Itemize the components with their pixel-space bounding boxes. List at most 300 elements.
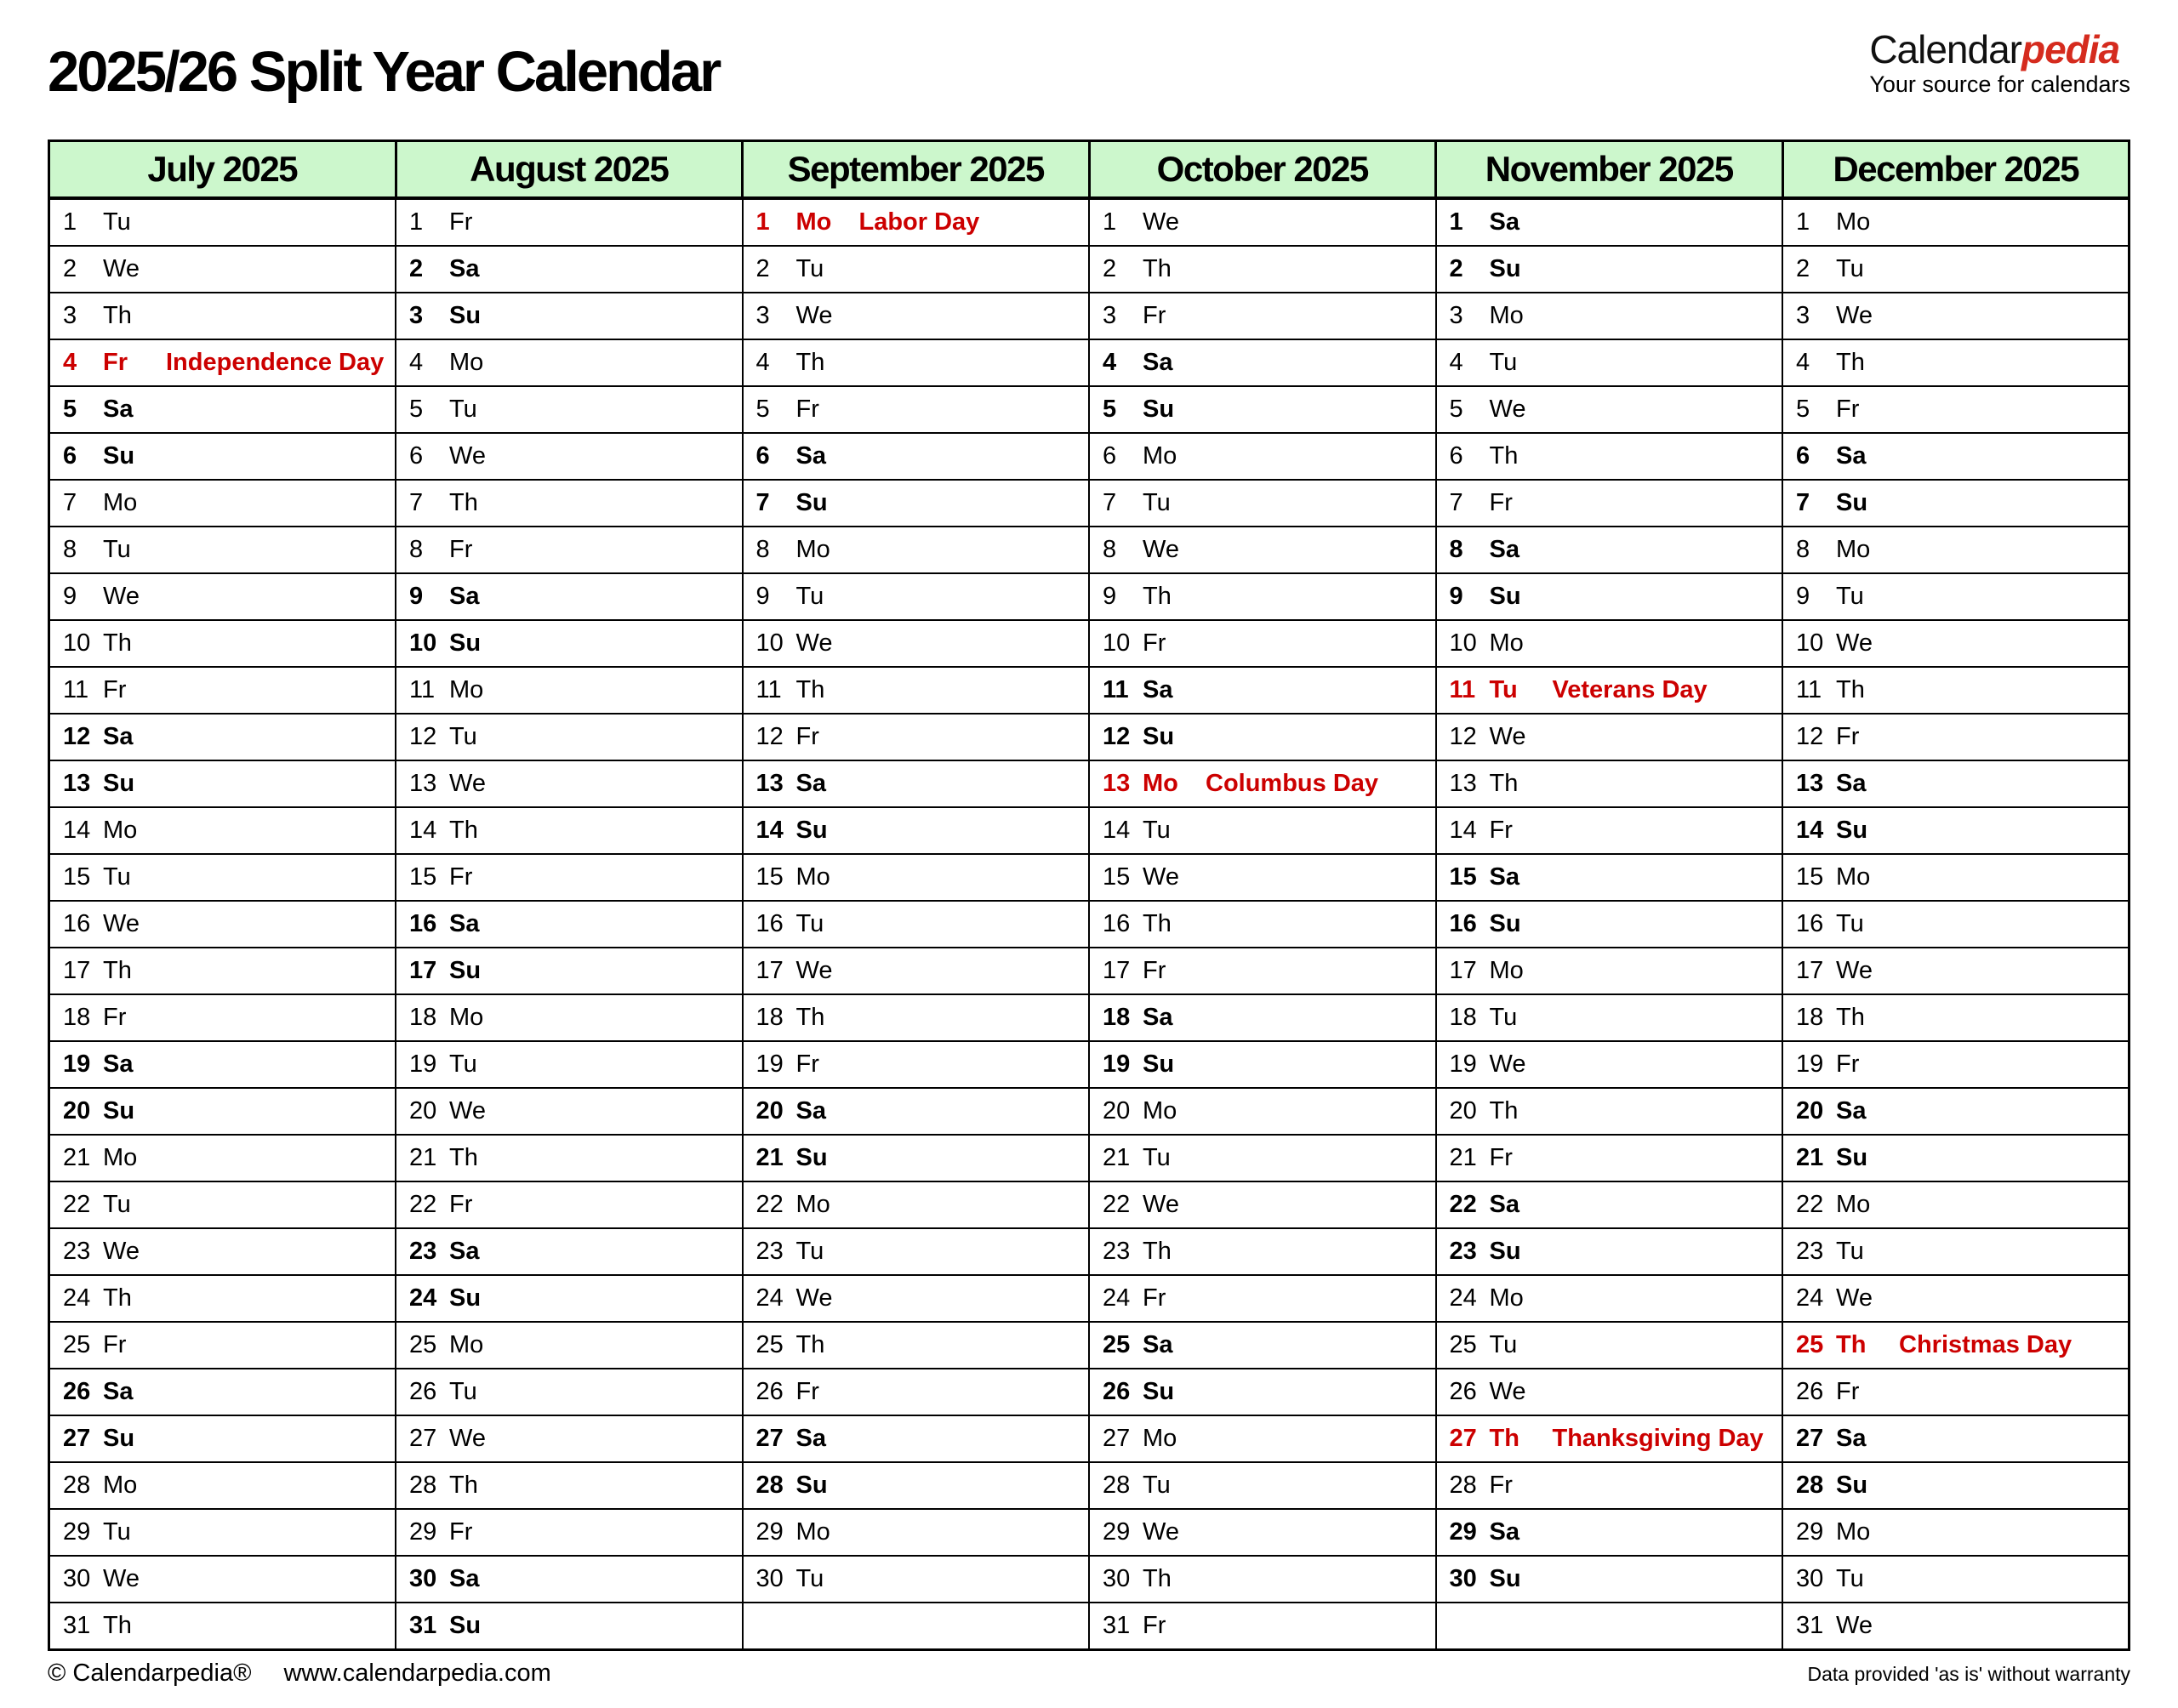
weekday-abbr: Mo <box>795 1518 830 1546</box>
day-cell <box>1089 948 1436 994</box>
weekday-abbr: Sa <box>103 1378 134 1405</box>
weekday-abbr: Fr <box>449 863 473 891</box>
weekday-abbr: Mo <box>449 676 484 703</box>
day-number: 24 <box>63 1284 91 1312</box>
weekday-abbr: Su <box>795 489 828 516</box>
weekday-abbr: Mo <box>795 1191 830 1218</box>
weekday-abbr: Sa <box>1836 1425 1867 1452</box>
weekday-abbr: Th <box>1143 910 1172 937</box>
day-cell <box>743 433 1090 480</box>
weekday-abbr: Th <box>1836 1331 1867 1358</box>
day-row <box>49 1509 2130 1556</box>
brand-wordmark-red: pedia <box>2021 27 2120 71</box>
day-cell <box>743 1509 1090 1556</box>
calendar-table-head <box>49 141 2130 199</box>
day-number: 18 <box>1796 1004 1824 1031</box>
weekday-abbr: We <box>795 1284 833 1312</box>
day-cell <box>1782 1415 2130 1462</box>
day-cell <box>1782 1228 2130 1275</box>
weekday-abbr: Th <box>1489 1097 1519 1124</box>
day-number: 29 <box>1796 1518 1824 1546</box>
day-number: 13 <box>63 770 91 797</box>
day-number: 2 <box>409 255 424 282</box>
day-cell <box>49 620 396 667</box>
weekday-abbr: Fr <box>103 349 128 376</box>
day-number: 21 <box>1103 1144 1131 1171</box>
day-cell <box>1089 339 1436 386</box>
footer-left <box>48 1660 551 1688</box>
day-cell <box>1782 714 2130 760</box>
footer <box>48 1660 2130 1688</box>
month-header: July 2025 <box>49 141 396 199</box>
weekday-abbr: We <box>1489 723 1526 750</box>
weekday-abbr: Tu <box>1143 817 1171 844</box>
day-number: 26 <box>1103 1378 1131 1405</box>
day-number: 25 <box>1449 1331 1477 1358</box>
day-number: 16 <box>1449 910 1477 937</box>
weekday-abbr: Su <box>795 1144 828 1171</box>
day-cell <box>743 386 1090 433</box>
day-row <box>49 386 2130 433</box>
day-number: 11 <box>63 676 89 703</box>
weekday-abbr: Th <box>795 676 825 703</box>
weekday-abbr: Fr <box>1143 1612 1166 1639</box>
weekday-abbr: Tu <box>449 1050 477 1078</box>
day-number: 18 <box>63 1004 91 1031</box>
day-cell <box>743 246 1090 293</box>
day-number: 11 <box>1796 676 1822 703</box>
day-number: 28 <box>1103 1472 1131 1499</box>
day-number: 15 <box>1796 863 1824 891</box>
day-cell <box>1089 1369 1436 1415</box>
day-cell <box>1782 901 2130 948</box>
day-cell <box>1436 1415 1783 1462</box>
day-number: 1 <box>755 208 770 236</box>
day-cell <box>1782 667 2130 714</box>
weekday-abbr: Fr <box>795 1378 819 1405</box>
day-cell <box>396 293 743 339</box>
day-number: 10 <box>1796 629 1824 657</box>
weekday-abbr: Su <box>449 302 482 329</box>
holiday-label: Christmas Day <box>1899 1331 2073 1358</box>
day-cell <box>1436 246 1783 293</box>
weekday-abbr: Su <box>1143 396 1175 423</box>
day-cell <box>1436 480 1783 527</box>
day-number: 27 <box>1796 1425 1824 1452</box>
weekday-abbr: Sa <box>449 583 480 610</box>
day-number: 9 <box>1103 583 1117 610</box>
day-number: 1 <box>63 208 77 236</box>
weekday-abbr: Sa <box>1143 1331 1173 1358</box>
day-cell <box>1089 386 1436 433</box>
day-row <box>49 1322 2130 1369</box>
day-cell <box>1436 994 1783 1041</box>
day-number: 20 <box>409 1097 437 1124</box>
weekday-abbr: Tu <box>1489 676 1518 703</box>
day-cell <box>1782 386 2130 433</box>
weekday-abbr: Fr <box>1836 1050 1860 1078</box>
day-number: 5 <box>1449 396 1463 423</box>
day-cell <box>1782 948 2130 994</box>
day-number: 15 <box>755 863 784 891</box>
day-row <box>49 246 2130 293</box>
day-number: 14 <box>63 817 91 844</box>
weekday-abbr: Th <box>1489 1425 1519 1452</box>
day-cell <box>396 901 743 948</box>
day-number: 25 <box>409 1331 437 1358</box>
day-cell <box>49 1228 396 1275</box>
day-cell <box>396 807 743 854</box>
weekday-abbr: Th <box>103 629 132 657</box>
weekday-abbr: Fr <box>795 396 819 423</box>
weekday-abbr: Sa <box>1836 442 1867 470</box>
weekday-abbr: Sa <box>449 1238 480 1265</box>
weekday-abbr: Tu <box>1143 1144 1171 1171</box>
day-number: 29 <box>1449 1518 1477 1546</box>
month-header: September 2025 <box>743 141 1090 199</box>
day-number: 17 <box>409 957 437 984</box>
day-cell <box>1436 667 1783 714</box>
day-cell <box>1436 386 1783 433</box>
weekday-abbr: We <box>1143 863 1179 891</box>
day-number: 17 <box>63 957 91 984</box>
day-number: 8 <box>1449 536 1463 563</box>
day-cell <box>396 714 743 760</box>
day-number: 19 <box>409 1050 437 1078</box>
day-number: 30 <box>755 1565 784 1592</box>
weekday-abbr: We <box>103 910 140 937</box>
day-number: 5 <box>755 396 770 423</box>
day-cell <box>396 667 743 714</box>
day-cell <box>396 1275 743 1322</box>
day-row <box>49 901 2130 948</box>
weekday-abbr: Sa <box>1489 536 1519 563</box>
weekday-abbr: Tu <box>103 863 131 891</box>
day-number: 7 <box>63 489 77 516</box>
day-cell <box>49 1088 396 1135</box>
weekday-abbr: Mo <box>1836 863 1871 891</box>
day-number: 12 <box>755 723 784 750</box>
day-number: 27 <box>1103 1425 1131 1452</box>
weekday-abbr: Mo <box>1489 1284 1524 1312</box>
day-cell <box>1782 1135 2130 1181</box>
day-number: 29 <box>1103 1518 1131 1546</box>
day-cell <box>743 901 1090 948</box>
day-number: 19 <box>755 1050 784 1078</box>
weekday-abbr: Fr <box>1489 489 1513 516</box>
footer-copyright: © Calendarpedia® <box>48 1660 252 1687</box>
weekday-abbr: We <box>1836 629 1873 657</box>
day-cell <box>1436 1041 1783 1088</box>
day-cell <box>1436 293 1783 339</box>
weekday-abbr: Mo <box>1836 208 1871 236</box>
day-cell <box>743 1181 1090 1228</box>
day-number: 21 <box>409 1144 437 1171</box>
weekday-abbr: Sa <box>449 910 480 937</box>
day-number: 3 <box>409 302 424 329</box>
day-number: 4 <box>1796 349 1810 376</box>
weekday-abbr: Su <box>795 1472 828 1499</box>
day-row <box>49 714 2130 760</box>
day-number: 25 <box>1103 1331 1131 1358</box>
weekday-abbr: We <box>1143 1191 1179 1218</box>
day-cell <box>396 1462 743 1509</box>
day-number: 30 <box>1449 1565 1477 1592</box>
weekday-abbr: Sa <box>103 723 134 750</box>
day-number: 4 <box>1449 349 1463 376</box>
day-number: 24 <box>1796 1284 1824 1312</box>
day-number: 21 <box>755 1144 784 1171</box>
weekday-abbr: We <box>1489 1378 1526 1405</box>
day-cell <box>1089 854 1436 901</box>
day-number: 13 <box>409 770 437 797</box>
day-cell <box>1782 1088 2130 1135</box>
weekday-abbr: Fr <box>795 1050 819 1078</box>
day-number: 6 <box>63 442 77 470</box>
day-number: 5 <box>1796 396 1810 423</box>
day-cell <box>396 1603 743 1650</box>
day-number: 13 <box>1796 770 1824 797</box>
weekday-abbr: Su <box>103 1425 135 1452</box>
day-cell <box>396 480 743 527</box>
day-cell <box>49 1556 396 1603</box>
weekday-abbr: Th <box>103 957 132 984</box>
day-number: 18 <box>755 1004 784 1031</box>
day-row <box>49 198 2130 246</box>
weekday-abbr: Sa <box>1143 349 1173 376</box>
day-number: 10 <box>63 629 91 657</box>
holiday-label: Veterans Day <box>1552 676 1708 703</box>
holiday-label: Columbus Day <box>1206 770 1379 797</box>
day-number: 9 <box>1449 583 1463 610</box>
day-cell <box>1782 620 2130 667</box>
weekday-abbr: Fr <box>1836 396 1860 423</box>
day-number: 27 <box>409 1425 437 1452</box>
day-cell <box>49 760 396 807</box>
weekday-abbr: Sa <box>103 1050 134 1078</box>
day-cell <box>1089 1228 1436 1275</box>
weekday-abbr: Sa <box>449 1565 480 1592</box>
weekday-abbr: Mo <box>1836 1191 1871 1218</box>
day-cell <box>1089 1415 1436 1462</box>
day-cell <box>1436 339 1783 386</box>
day-cell <box>1089 1181 1436 1228</box>
day-cell <box>1436 1462 1783 1509</box>
day-number: 12 <box>1449 723 1477 750</box>
weekday-abbr: Th <box>1489 442 1519 470</box>
weekday-abbr: Su <box>1489 583 1521 610</box>
weekday-abbr: Su <box>1143 1378 1175 1405</box>
day-number: 1 <box>1796 208 1810 236</box>
weekday-abbr: We <box>1836 957 1873 984</box>
day-cell <box>49 1181 396 1228</box>
weekday-abbr: Fr <box>1143 629 1166 657</box>
day-number: 2 <box>1449 255 1463 282</box>
day-number: 4 <box>63 349 77 376</box>
day-cell <box>743 339 1090 386</box>
weekday-abbr: Th <box>449 1144 478 1171</box>
day-cell <box>1089 1088 1436 1135</box>
day-cell <box>396 1228 743 1275</box>
empty-cell <box>1436 1603 1783 1650</box>
day-cell <box>1782 1556 2130 1603</box>
weekday-abbr: Fr <box>1489 817 1513 844</box>
day-cell <box>1089 1275 1436 1322</box>
weekday-abbr: Sa <box>795 770 826 797</box>
weekday-abbr: Su <box>1836 1472 1868 1499</box>
day-number: 7 <box>1796 489 1810 516</box>
day-cell <box>743 760 1090 807</box>
weekday-abbr: Th <box>449 1472 478 1499</box>
day-row <box>49 573 2130 620</box>
day-number: 19 <box>63 1050 91 1078</box>
footer-url[interactable]: www.calendarpedia.com <box>283 1660 551 1687</box>
day-number: 7 <box>409 489 424 516</box>
calendar-table <box>48 139 2130 1651</box>
day-cell <box>396 1509 743 1556</box>
day-cell <box>743 1556 1090 1603</box>
weekday-abbr: Th <box>449 817 478 844</box>
day-number: 29 <box>409 1518 437 1546</box>
day-cell <box>1782 994 2130 1041</box>
day-cell <box>1089 1556 1436 1603</box>
day-number: 1 <box>1103 208 1117 236</box>
weekday-abbr: We <box>103 1238 140 1265</box>
day-number: 6 <box>1449 442 1463 470</box>
day-number: 11 <box>1449 676 1476 703</box>
day-cell <box>743 1275 1090 1322</box>
weekday-abbr: Mo <box>449 349 484 376</box>
day-cell <box>396 1088 743 1135</box>
day-number: 2 <box>63 255 77 282</box>
day-cell <box>1436 1181 1783 1228</box>
day-cell <box>1089 1603 1436 1650</box>
day-number: 24 <box>755 1284 784 1312</box>
day-cell <box>1089 994 1436 1041</box>
day-number: 25 <box>755 1331 784 1358</box>
weekday-abbr: Sa <box>795 442 826 470</box>
weekday-abbr: Th <box>1143 255 1172 282</box>
day-cell <box>49 1275 396 1322</box>
day-cell <box>1089 433 1436 480</box>
day-cell <box>1089 760 1436 807</box>
day-cell <box>1436 620 1783 667</box>
day-cell <box>396 433 743 480</box>
day-row <box>49 854 2130 901</box>
day-number: 6 <box>409 442 424 470</box>
weekday-abbr: Tu <box>103 208 131 236</box>
day-cell <box>49 994 396 1041</box>
weekday-abbr: Su <box>1489 910 1521 937</box>
weekday-abbr: Fr <box>449 1518 473 1546</box>
weekday-abbr: Tu <box>795 583 824 610</box>
day-number: 22 <box>1103 1191 1131 1218</box>
day-number: 3 <box>1796 302 1810 329</box>
weekday-abbr: Su <box>1489 1238 1521 1265</box>
day-row <box>49 1462 2130 1509</box>
weekday-abbr: We <box>1836 1612 1873 1639</box>
day-number: 17 <box>755 957 784 984</box>
day-number: 19 <box>1103 1050 1131 1078</box>
weekday-abbr: Sa <box>103 396 134 423</box>
weekday-abbr: Th <box>103 1612 132 1639</box>
day-cell <box>743 1369 1090 1415</box>
weekday-abbr: Mo <box>103 1472 138 1499</box>
weekday-abbr: Mo <box>1489 629 1524 657</box>
day-cell <box>743 480 1090 527</box>
weekday-abbr: Th <box>1489 770 1519 797</box>
day-number: 19 <box>1449 1050 1477 1078</box>
day-cell <box>49 1415 396 1462</box>
day-number: 5 <box>63 396 77 423</box>
day-row <box>49 433 2130 480</box>
weekday-abbr: Fr <box>1143 1284 1166 1312</box>
weekday-abbr: Th <box>795 349 825 376</box>
day-cell <box>49 339 396 386</box>
weekday-abbr: Sa <box>1489 863 1519 891</box>
weekday-abbr: Tu <box>103 536 131 563</box>
empty-cell <box>743 1603 1090 1650</box>
day-cell <box>1089 901 1436 948</box>
day-cell <box>396 1369 743 1415</box>
day-cell <box>1782 527 2130 573</box>
day-number: 28 <box>1449 1472 1477 1499</box>
weekday-abbr: We <box>449 770 486 797</box>
weekday-abbr: Tu <box>1489 1331 1518 1358</box>
day-number: 8 <box>409 536 424 563</box>
month-header: August 2025 <box>396 141 743 199</box>
day-cell <box>396 339 743 386</box>
weekday-abbr: We <box>795 957 833 984</box>
day-number: 23 <box>63 1238 91 1265</box>
day-number: 27 <box>1449 1425 1477 1452</box>
footer-disclaimer: Data provided 'as is' without warranty <box>1807 1663 2130 1685</box>
day-row <box>49 620 2130 667</box>
weekday-abbr: Mo <box>449 1004 484 1031</box>
weekday-abbr: Sa <box>1489 208 1519 236</box>
day-cell <box>396 573 743 620</box>
weekday-abbr: Mo <box>795 208 832 236</box>
day-cell <box>396 1556 743 1603</box>
day-cell <box>1436 760 1783 807</box>
day-cell <box>49 714 396 760</box>
weekday-abbr: Th <box>795 1331 825 1358</box>
weekday-abbr: Th <box>103 302 132 329</box>
day-number: 2 <box>755 255 770 282</box>
day-cell <box>1089 293 1436 339</box>
weekday-abbr: Mo <box>103 489 138 516</box>
day-cell <box>1436 807 1783 854</box>
day-number: 3 <box>1103 302 1117 329</box>
day-row <box>49 1041 2130 1088</box>
day-cell <box>1089 1041 1436 1088</box>
calendar-table-body <box>49 198 2130 1650</box>
day-cell <box>1782 1369 2130 1415</box>
day-number: 21 <box>1796 1144 1824 1171</box>
weekday-abbr: We <box>1836 302 1873 329</box>
weekday-abbr: Su <box>1143 723 1175 750</box>
day-number: 14 <box>1796 817 1824 844</box>
day-number: 26 <box>409 1378 437 1405</box>
day-row <box>49 667 2130 714</box>
day-cell <box>743 293 1090 339</box>
day-row <box>49 339 2130 386</box>
weekday-abbr: Tu <box>795 1565 824 1592</box>
day-number: 30 <box>1103 1565 1131 1592</box>
weekday-abbr: Mo <box>1836 1518 1871 1546</box>
weekday-abbr: Mo <box>1836 536 1871 563</box>
day-cell <box>1436 527 1783 573</box>
